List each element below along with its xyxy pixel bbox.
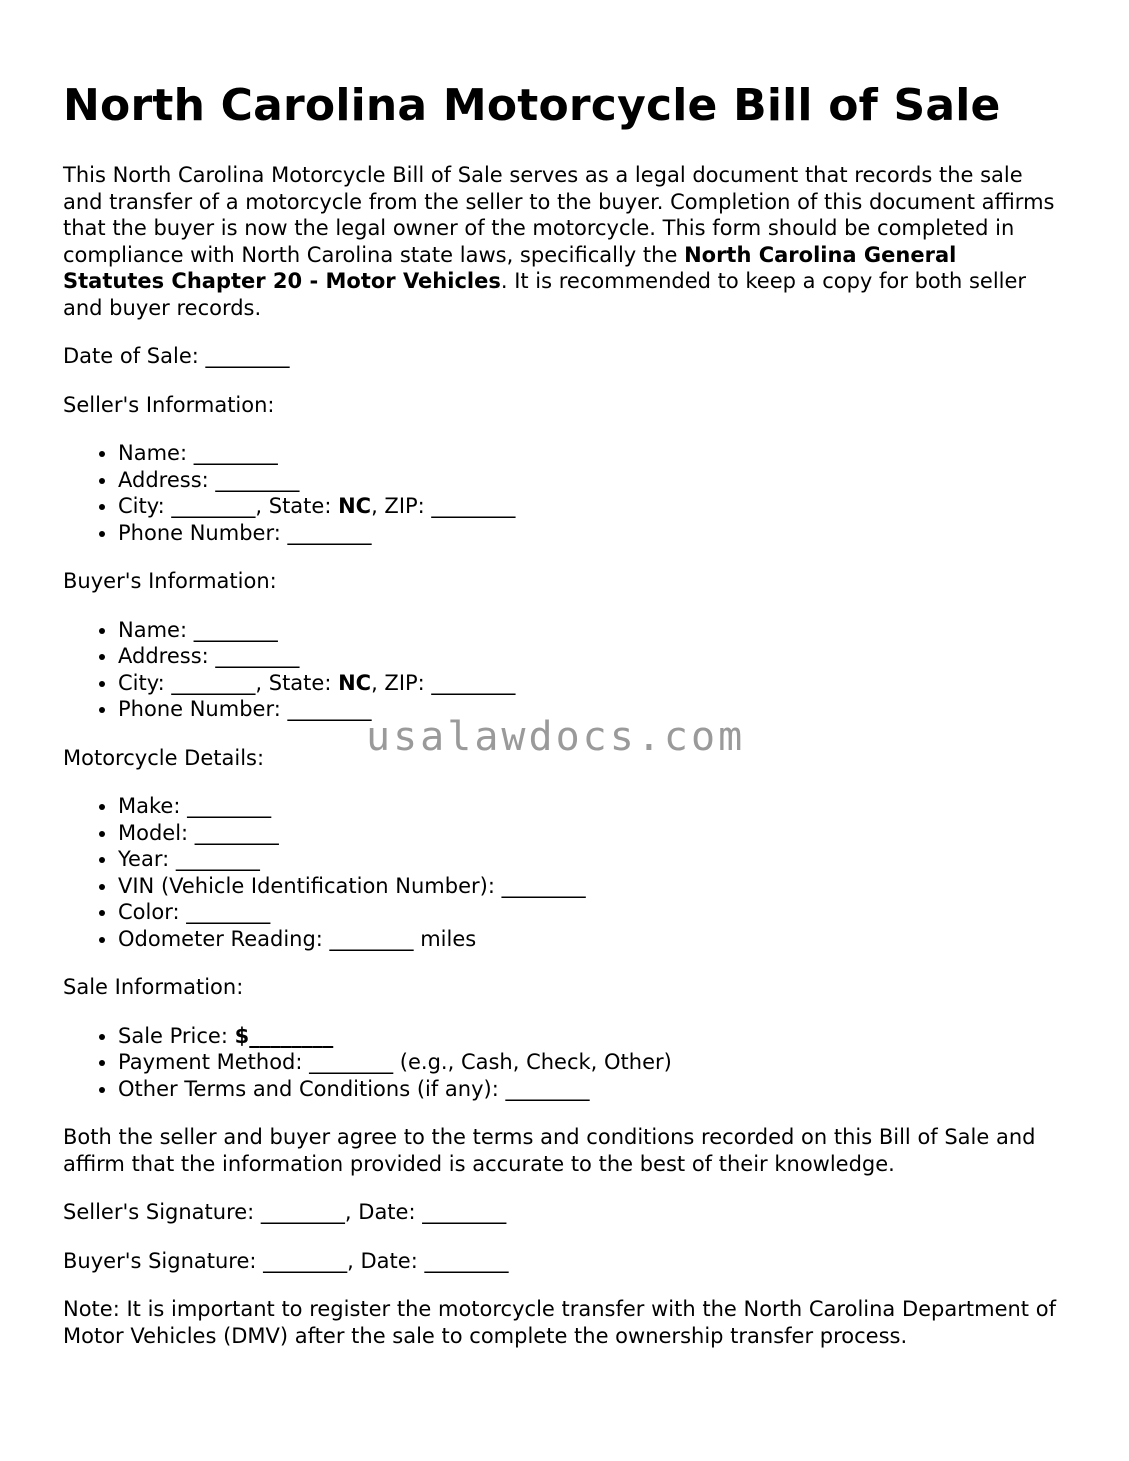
sale-info-list: [63, 1023, 1063, 1103]
motorcycle-year: • Year: ________: [118, 846, 1063, 873]
intro-text-1: This North Carolina Motorcycle Bill of Sale serves as a legal document that records the sale and transfer of a motorcycle from the seller to the buyer. Completion of this document affirms that the buyer is now the legal owner of the motorcycle. This form should be completed in compliance with North Carolina state laws, specifically the: [63, 163, 1055, 267]
date-of-sale: Date of Sale: ________: [63, 344, 290, 368]
seller-address: • Address: ________: [118, 467, 1063, 494]
other-terms: • Other Terms and Conditions (if any): ________: [118, 1076, 1063, 1103]
page-title: North Carolina Motorcycle Bill of Sale: [63, 80, 1001, 131]
buyer-address: • Address: ________: [118, 643, 1063, 670]
payment-method: • Payment Method: ________ (e.g., Cash, Check, Other): [118, 1049, 1063, 1076]
note-paragraph: Note: It is important to register the motorcycle transfer with the North Carolina Department of Motor Vehicles (DMV) after the sale to complete the ownership transfer process.: [63, 1297, 1056, 1348]
buyer-info-list: [63, 617, 1063, 723]
seller-signature-line: Seller's Signature: ________, Date: ________: [63, 1200, 507, 1224]
buyer-state: NC: [338, 670, 372, 695]
motorcycle-details-list: [63, 793, 1063, 952]
seller-heading: Seller's Information:: [63, 392, 275, 417]
motorcycle-odometer: • Odometer Reading: ________ miles: [118, 926, 1063, 953]
seller-info-list: [63, 440, 1063, 546]
sale-price-value: $________: [234, 1023, 334, 1048]
statute-reference: North Carolina General Statutes Chapter 20 - Motor Vehicles: [63, 242, 957, 293]
buyer-city-state-zip: [118, 670, 1063, 697]
buyer-signature-line: Buyer's Signature: ________, Date: ________: [63, 1248, 509, 1273]
motorcycle-color: • Color: ________: [118, 899, 1063, 926]
buyer-zip-label: , ZIP: ________: [371, 670, 516, 695]
seller-name: • Name: ________: [118, 440, 1063, 467]
buyer-name: • Name: ________: [118, 617, 1063, 644]
seller-zip-label: , ZIP: ________: [371, 494, 516, 518]
motorcycle-make: • Make: ________: [118, 793, 1063, 820]
buyer-heading: Buyer's Information:: [63, 569, 277, 593]
motorcycle-heading: Motorcycle Details:: [63, 745, 265, 770]
buyer-phone: • Phone Number: ________: [118, 696, 1063, 723]
watermark: usalawdocs.com: [366, 714, 746, 760]
motorcycle-vin: • VIN (Vehicle Identification Number): ________: [118, 873, 1063, 900]
buyer-city-label: City: ________, State:: [118, 670, 339, 695]
intro-text-2: . It is recommended to keep a copy for both seller and buyer records.: [63, 269, 1027, 320]
sale-price-label: Sale Price:: [118, 1023, 235, 1048]
sale-price: [118, 1023, 1063, 1050]
intro-paragraph: [63, 162, 1063, 321]
seller-phone: • Phone Number: ________: [118, 520, 1063, 547]
seller-city-label: City: ________, State:: [118, 494, 339, 518]
agreement-paragraph: Both the seller and buyer agree to the terms and conditions recorded on this Bill of Sale and affirm that the information provided is accurate to the best of their knowledge.: [63, 1125, 1036, 1176]
seller-city-state-zip: [118, 493, 1063, 520]
seller-state: NC: [338, 494, 372, 518]
motorcycle-model: • Model: ________: [118, 820, 1063, 847]
sale-heading: Sale Information:: [63, 975, 244, 999]
